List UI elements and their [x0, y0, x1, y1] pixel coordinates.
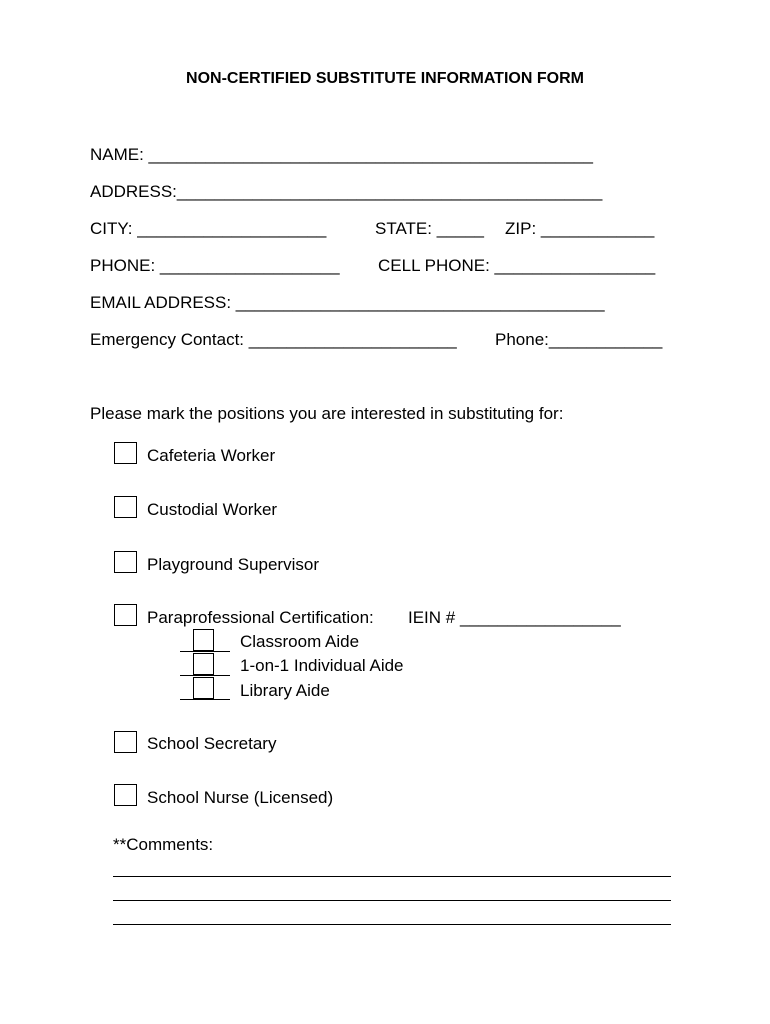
- cafeteria-worker-checkbox[interactable]: [114, 442, 137, 464]
- positions-prompt: Please mark the positions you are interested in substituting for:: [90, 404, 564, 423]
- individual-aide-label: 1-on-1 Individual Aide: [240, 656, 404, 675]
- form-title: NON-CERTIFIED SUBSTITUTE INFORMATION FORM: [186, 70, 584, 87]
- comments-line-3[interactable]: [113, 924, 671, 925]
- library-aide-label: Library Aide: [240, 681, 330, 700]
- comments-label: **Comments:: [113, 835, 214, 854]
- comments-line-2[interactable]: [113, 900, 671, 901]
- classroom-aide-underline: [180, 651, 230, 652]
- school-secretary-checkbox[interactable]: [114, 731, 137, 753]
- comments-line-1[interactable]: [113, 876, 671, 877]
- school-secretary-label: School Secretary: [147, 734, 277, 753]
- cell-phone-field[interactable]: CELL PHONE: _________________: [378, 256, 656, 275]
- individual-aide-underline: [180, 675, 230, 676]
- custodial-worker-label: Custodial Worker: [147, 500, 278, 519]
- playground-supervisor-checkbox[interactable]: [114, 551, 137, 573]
- cafeteria-worker-label: Cafeteria Worker: [147, 446, 276, 465]
- individual-aide-checkbox[interactable]: [193, 653, 214, 675]
- name-field[interactable]: NAME: _______________________________________________: [90, 145, 593, 164]
- zip-field[interactable]: ZIP: ____________: [505, 219, 655, 238]
- paraprofessional-checkbox[interactable]: [114, 604, 137, 626]
- library-aide-checkbox[interactable]: [193, 677, 214, 699]
- emergency-contact-field[interactable]: Emergency Contact: ______________________: [90, 330, 457, 349]
- library-aide-underline: [180, 699, 230, 700]
- classroom-aide-label: Classroom Aide: [240, 632, 360, 651]
- city-field[interactable]: CITY: ____________________: [90, 219, 327, 238]
- paraprofessional-label: Paraprofessional Certification:: [147, 608, 374, 627]
- school-nurse-label: School Nurse (Licensed): [147, 788, 334, 807]
- emergency-phone-field[interactable]: Phone:____________: [495, 330, 663, 349]
- school-nurse-checkbox[interactable]: [114, 784, 137, 806]
- email-field[interactable]: EMAIL ADDRESS: _______________________________________: [90, 293, 605, 312]
- state-field[interactable]: STATE: _____: [375, 219, 484, 238]
- playground-supervisor-label: Playground Supervisor: [147, 555, 319, 574]
- address-field[interactable]: ADDRESS:_____________________________________________: [90, 182, 603, 201]
- phone-field[interactable]: PHONE: ___________________: [90, 256, 340, 275]
- classroom-aide-checkbox[interactable]: [193, 629, 214, 651]
- iein-field[interactable]: IEIN # _________________: [408, 608, 621, 627]
- custodial-worker-checkbox[interactable]: [114, 496, 137, 518]
